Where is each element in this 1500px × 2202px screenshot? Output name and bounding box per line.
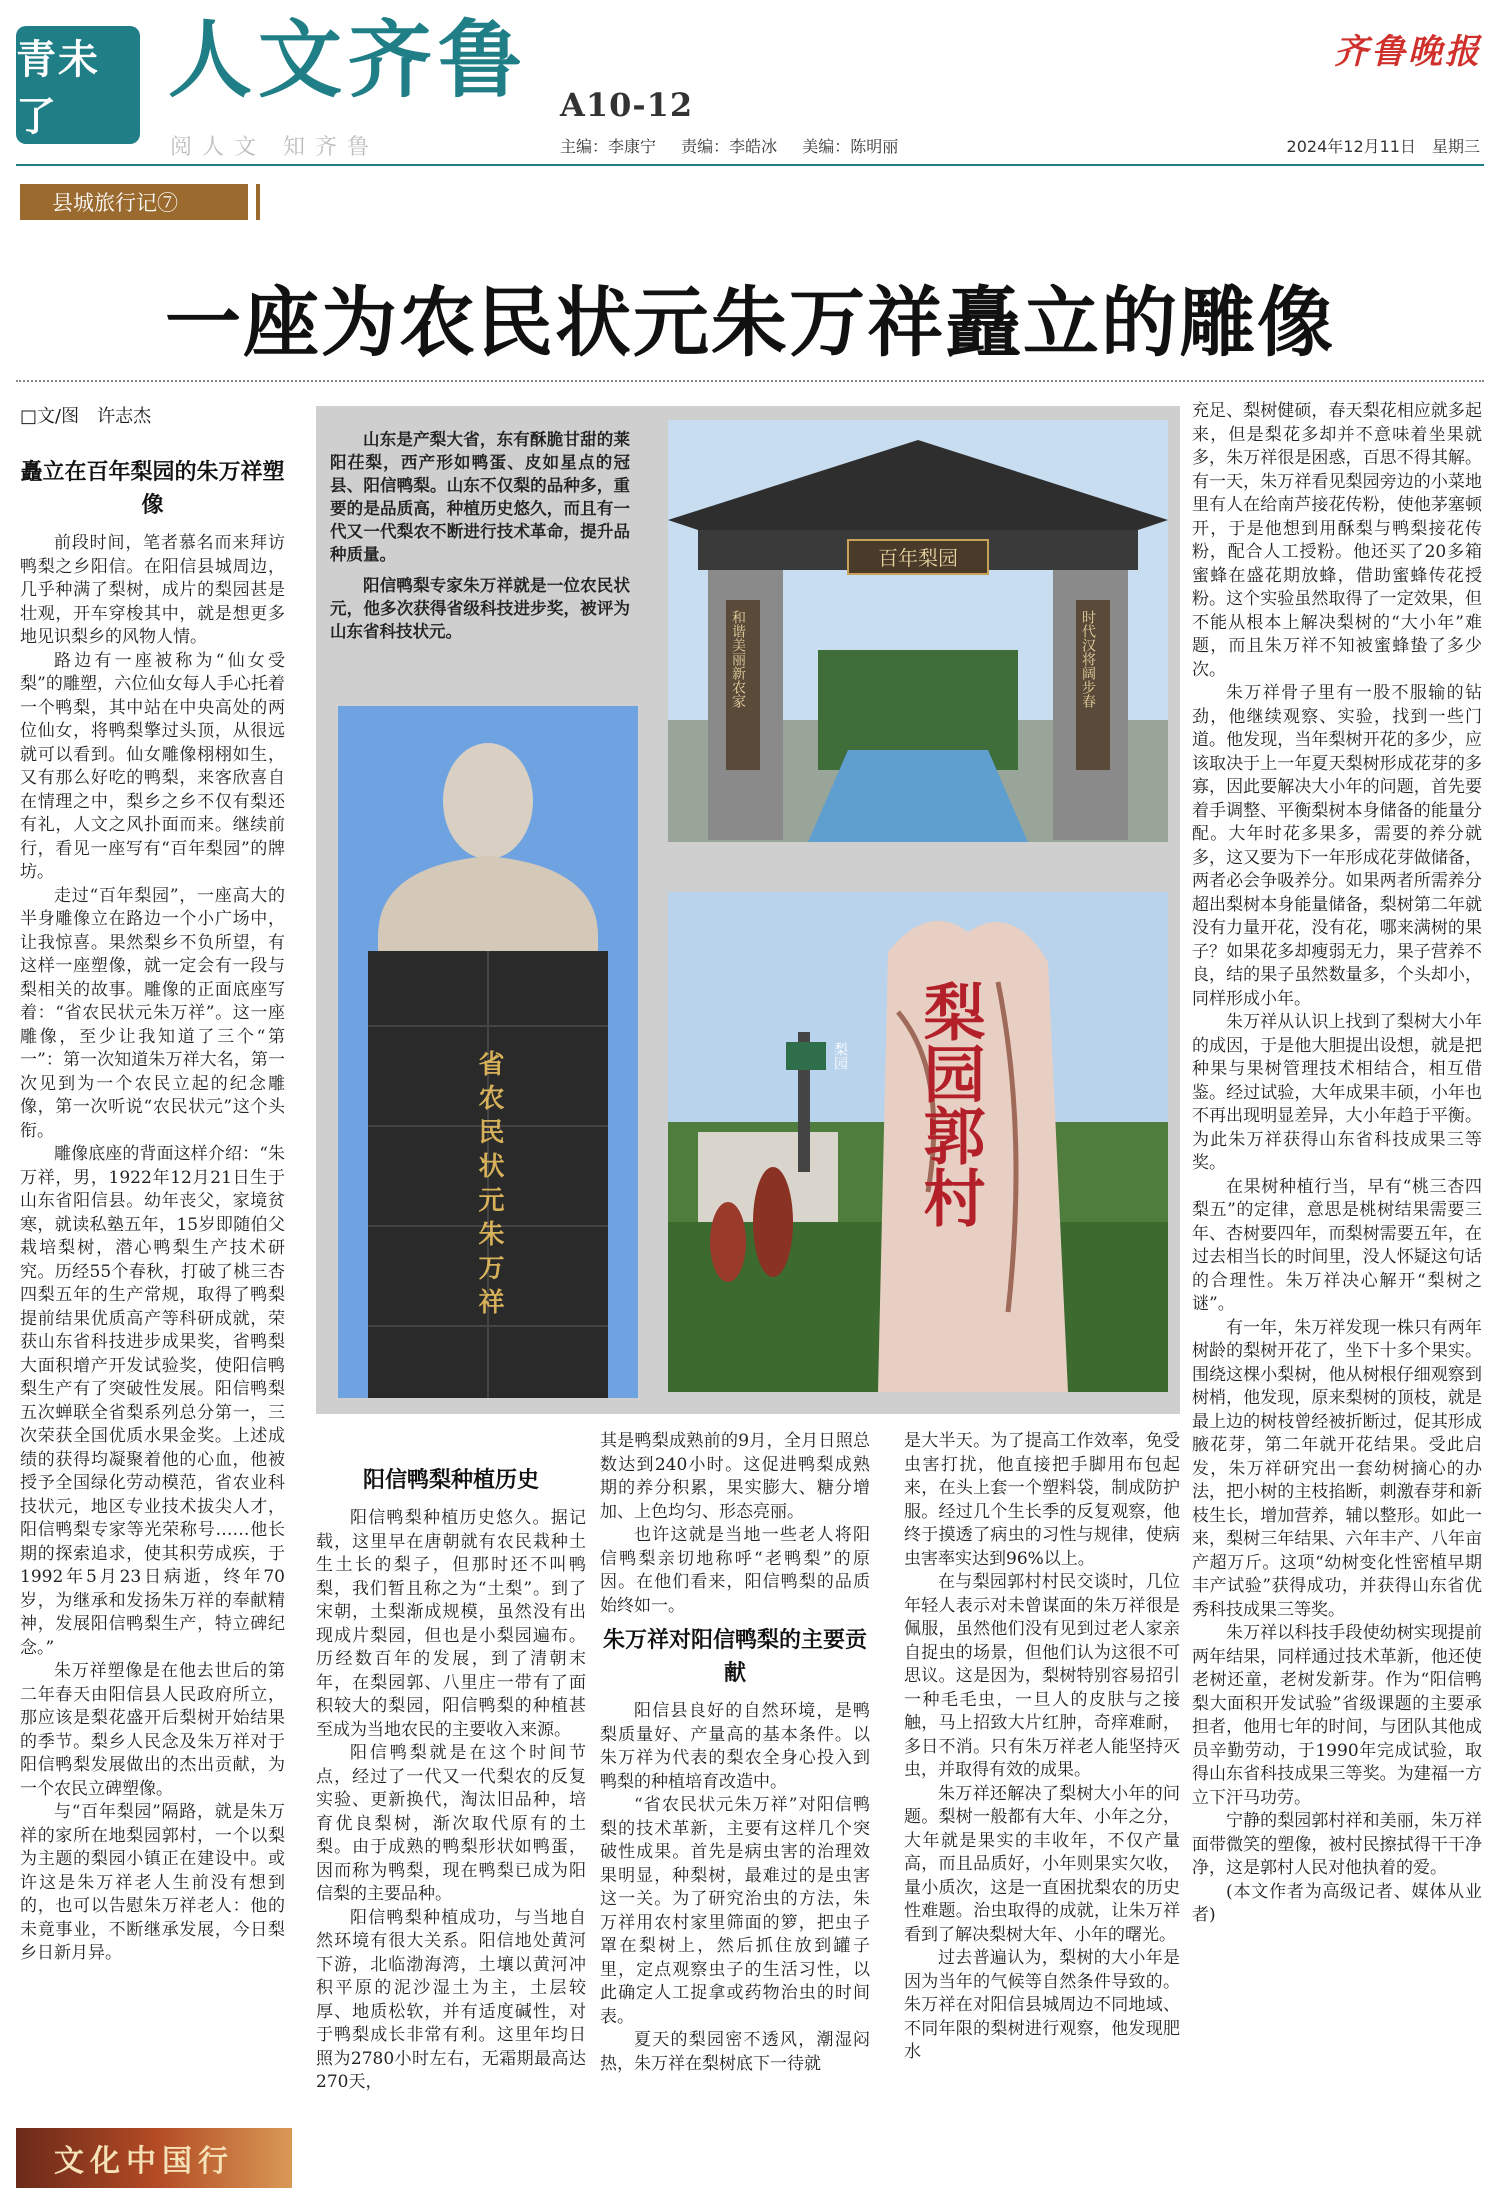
paragraph: 朱万祥塑像是在他去世后的第二年春天由阳信县人民政府所立，那应该是梨花盛开后梨树开始结果的季节。梨乡人民念及朱万祥对于阳信鸭梨发展做出的杰出贡献，为一个农民立碑塑像。	[20, 1661, 285, 1799]
paragraph: 宁静的梨园郭村祥和美丽，朱万祥面带微笑的塑像，被村民擦拭得干干净净，这是郭村人民对他执着的爱。	[1192, 1811, 1482, 1878]
article-column-5	[1192, 400, 1482, 2195]
paragraph: 在与梨园郭村村民交谈时，几位年轻人表示对未曾谋面的朱万祥很是佩服，虽然他们没有见到过老人家亲自捉虫的场景，但他们认为这很不可思议。这是因为，梨树特别容易招引一种毛毛虫，一旦人的皮肤与之接触，马上招致大片红肿，奇痒难耐，多日不消。只有朱万祥老人能坚持灭虫，并取得有效的成果。	[904, 1572, 1180, 1780]
section-tagline: 阅人文 知齐鲁	[170, 135, 379, 160]
paragraph: 在果树种植行当，早有“桃三杏四梨五”的定律，意思是桃树结果需要三年、杏树要四年，而梨树需要五年，在过去相当长的时间里，没人怀疑这句话的合理性。朱万祥决心解开“梨树之谜”。	[1192, 1176, 1482, 1314]
chief-editor: 主编：李康宁	[560, 137, 657, 156]
duty-editor: 责编：李皓冰	[681, 137, 778, 156]
article-column-2	[316, 1458, 586, 2198]
paragraph: 充足、梨树健硕，春天梨花相应就多起来，但是梨花多却并不意味着坐果就多，朱万祥很是困惑，百思不得其解。有一天，朱万祥看见梨园旁边的小菜地里有人在给南芦接花传粉，使他茅塞顿开，于是他想到用酥梨与鸭梨接花传粉，配合人工授粉。他还买了20多箱蜜蜂在盛花期放蜂，借助蜜蜂传花授粉。这个实验虽然取得了一定效果，但不能从根本上解决梨树的“大小年”难题，而且朱万祥不知被蜜蜂蛰了多少次。	[1192, 401, 1482, 680]
gate-right-couplet: 时代汉将阔步春	[1080, 610, 1096, 708]
paragraph: 朱万祥骨子里有一股不服输的钻劲，他继续观察、实验，找到一些门道。他发现，当年梨树开花的多少，应该取决于上一年夏天梨树形成花芽的多寡，因此要解决大小年的问题，首先要着手调整、平衡梨树本身储备的能量分配。大年时花多果多，需要的养分就多，这又要为下一年形成花芽做储备，两者必会争吸养分。如果两者所需养分超出梨树本身能量储备，梨树第二年就没有力量开花，没有花，哪来满树的果子？如果花多却瘦弱无力，果子营养不良，结的果子虽然数量多，个头却小，同样形成小年。	[1192, 683, 1482, 1009]
gate-left-couplet: 和谐美丽新农家	[730, 610, 746, 708]
headline: 一座为农民状元朱万祥矗立的雕像	[165, 278, 1335, 367]
article-column-3	[600, 1430, 870, 2198]
paragraph: 过去普遍认为，梨树的大小年是因为当年的气候等自然条件导致的。朱万祥在对阳信县城周边不同地域、不同年限的梨树进行观察，他发现肥水	[904, 1948, 1180, 2062]
paragraph: 朱万祥还解决了梨树大小年的问题。梨树一般都有大年、小年之分，大年就是果实的丰收年，不仅产量高，而且品质好，小年则果实欠收，量小质次，这是一直困扰梨农的历史性难题。治虫取得的成就，让朱万祥看到了解决梨树大年、小年的曙光。	[904, 1783, 1180, 1945]
author-note: (本文作者为高级记者、媒体从业者)	[1192, 1881, 1482, 1925]
logo-text: 青未了	[16, 36, 100, 140]
paragraph: “省农民状元朱万祥”对阳信鸭梨的技术革新，主要有这样几个突破性成果。首先是病虫害的治理效果明显，种梨树，最难过的是虫害这一关。为了研究治虫的方法，朱万祥用农村家里筛面的箩，把虫子罩在梨树上，然后抓住放到罐子里，定点观察虫子的生活习性，以此确定人工捉拿或药物治虫的时间表。	[600, 1795, 870, 2027]
paragraph: 阳信鸭梨种植历史悠久。据记载，这里早在唐朝就有农民栽种土生土长的梨子，但那时还不叫鸭梨，我们暂且称之为“土梨”。到了宋朝，土梨渐成规模，虽然没有出现成片梨园，但也是小梨园遍布。历经数百年的发展，到了清朝末年，在梨园郭、八里庄一带有了面积较大的梨园，阳信鸭梨的种植甚至成为当地农民的主要收入来源。	[316, 1508, 586, 1740]
intro-paragraph: 山东是产梨大省，东有酥脆甘甜的莱阳茌梨，西产形如鸭蛋、皮如星点的冠县、阳信鸭梨。山东不仅梨的品种多，重要的是品质高，种植历史悠久，而且有一代又一代梨农不断进行技术革命，提升品种质量。	[330, 430, 630, 564]
road-sign-text: 梨园	[832, 1042, 848, 1070]
series-banner	[16, 2128, 292, 2188]
subhead: 矗立在百年梨园的朱万祥塑像	[20, 459, 285, 518]
subhead: 阳信鸭梨种植历史	[362, 1467, 539, 1493]
paragraph: 前段时间，笔者慕名而来拜访鸭梨之乡阳信。在阳信县城周边，几乎种满了梨树，成片的梨园甚是壮观，开车穿梭其中，就是想更多地见识梨乡的风物人情。	[20, 533, 285, 647]
paragraph: 与“百年梨园”隔路，就是朱万祥的家所在地梨园郭村，一个以梨为主题的梨园小镇正在建设中。或许这是朱万祥老人生前没有想到的，也可以告慰朱万祥老人：他的未竟事业，不断继承发展，今日梨乡日新月异。	[20, 1802, 285, 1963]
stone-inscription: 梨园郭村	[913, 980, 986, 1228]
intro-paragraph: 阳信鸭梨专家朱万祥就是一位农民状元，他多次获得省级科技进步奖，被评为山东省科技状元。	[330, 576, 630, 641]
article-column-1	[20, 450, 285, 2060]
paragraph: 朱万祥从认识上找到了梨树大小年的成因，于是他大胆提出设想，就是把种果与果树管理技术相结合，相互借鉴。经过试验，大年成果丰硕，小年也不再出现明显差异，大小年趋于平衡。为此朱万祥获得山东省科技成果三等奖。	[1192, 1012, 1482, 1173]
section-title: 人文齐鲁	[168, 10, 529, 109]
headline-divider	[16, 380, 1484, 382]
paragraph: 其是鸭梨成熟前的9月，全月日照总数达到240小时。这促进鸭梨成熟期的养分积累，果实膨大、糖分增加、上色均匀、形态亮丽。	[600, 1431, 870, 1522]
banner-text: 文化中国行	[54, 2144, 234, 2179]
paragraph: 阳信鸭梨种植成功，与当地自然环境有很大关系。阳信地处黄河下游，北临渤海湾，土壤以黄河冲积平原的泥沙湿土为主，土层较厚、地质松软，并有适度碱性，对于鸭梨成长非常有利。这里年均日照为2780小时左右，无霜期最高达270天，	[316, 1907, 586, 2092]
newspaper-logo	[16, 26, 140, 144]
page-number: A10-12	[560, 86, 694, 124]
newspaper-name: 齐鲁晚报	[1334, 32, 1482, 72]
paragraph: 走过“百年梨园”，一座高大的半身雕像立在路边一个小广场中，让我惊喜。果然梨乡不负所望，有这样一座塑像，就一定会有一段与梨相关的故事。雕像的正面底座写着：“省农民状元朱万祥”。这一座雕像，至少让我知道了三个“第一”：第一次知道朱万祥大名，第一次见到为一个农民立起的纪念雕像，第一次听说“农民状元”这个头衔。	[20, 885, 285, 1141]
masthead-rule	[16, 164, 1484, 166]
paragraph: 朱万祥以科技手段使幼树实现提前两年结果，同样通过技术革新，他还使老树还童，老树发新芽。作为“阳信鸭梨大面积开发试验”省级课题的主要承担者，他用七年的时间，与团队其他成员辛勤劳动，于1990年完成试验，取得山东省科技成果三等奖。为建福一方立下汗马功劳。	[1192, 1623, 1482, 1808]
paragraph: 阳信鸭梨就是在这个时间节点，经过了一代又一代梨农的反复实验、更新换代，淘汰旧品种，培育优良梨树，渐次取代原有的土梨。由于成熟的鸭梨形状如鸭蛋，因而称为鸭梨，现在鸭梨已成为阳信梨的主要品种。	[316, 1743, 586, 1904]
byline: □文/图 许志杰	[20, 406, 152, 427]
editor-credits	[560, 134, 918, 157]
bust-inscription: 省农民状元朱万祥	[474, 1050, 504, 1322]
gate-sign-text: 百年梨园	[878, 546, 958, 570]
paragraph: 阳信县良好的自然环境，是鸭梨质量好、产量高的基本条件。以朱万祥为代表的梨农全身心投入到鸭梨的种植培育改造中。	[600, 1701, 870, 1792]
art-editor: 美编：陈明丽	[802, 137, 899, 156]
subhead: 朱万祥对阳信鸭梨的主要贡献	[602, 1627, 867, 1686]
article-column-4	[904, 1430, 1180, 2198]
issue-date: 2024年12月11日 星期三	[1286, 137, 1480, 156]
intro-box	[330, 428, 630, 651]
paragraph: 夏天的梨园密不透风，潮湿闷热，朱万祥在梨树底下一待就	[600, 2030, 870, 2074]
paragraph: 是大半天。为了提高工作效率，免受虫害打扰，他直接把手脚用布包起来，在头上套一个塑料袋，制成防护服。经过几个生长季的反复观察，他终于摸透了病虫的习性与规律，使病虫害率实达到96%以上。	[904, 1431, 1180, 1569]
paragraph: 也许这就是当地一些老人将阳信鸭梨亲切地称呼“老鸭梨”的原因。在他们看来，阳信鸭梨的品质始终如一。	[600, 1525, 870, 1616]
paragraph: 有一年，朱万祥发现一株只有两年树龄的梨树开花了，坐下十多个果实。围绕这棵小梨树，他从树根仔细观察到树梢，他发现，原来梨树的顶枝，就是最上边的树枝曾经被折断过，促其形成腋花芽，第二年就开花结果。受此启发，朱万祥研究出一套幼树摘心的办法，把小树的主枝掐断，刺激春芽和新枝生长，增加营养，辅以整形。如此一来，梨树三年结果、六年丰产、八年亩产超万斤。这项“幼树变化性密植早期丰产试验”获得成功，并获得山东省优秀科技成果三等奖。	[1192, 1317, 1482, 1620]
paragraph: 路边有一座被称为“仙女受梨”的雕塑，六位仙女每人手心托着一个鸭梨，其中站在中央高处的两位仙女，将鸭梨擎过头顶，从很远就可以看到。仙女雕像栩栩如生，又有那么好吃的鸭梨，来客欣喜自在情理之中，梨乡之乡不仅有梨还有礼，人文之风扑面而来。继续前行，看见一座写有“百年梨园”的牌坊。	[20, 650, 285, 882]
paragraph: 雕像底座的背面这样介绍：“朱万祥，男，1922年12月21日生于山东省阳信县。幼年丧父，家境贫寒，就读私塾五年，15岁即随伯父栽培梨树，潜心鸭梨生产技术研究。历经55个春秋，打破了桃三杏四梨五年的生产常规，取得了鸭梨提前结果优质高产等科研成就，荣获山东省科技进步成果奖，省鸭梨大面积增产开发试验奖，使阳信鸭梨生产有了突破性发展。阳信鸭梨五次蝉联全省梨系列总分第一，三次荣获全国优质水果金奖。上述成绩的获得均凝聚着他的心血，他被授予全国绿化劳动模范，省农业科技状元，地区专业技术拔尖人才，阳信鸭梨专家等光荣称号……他长期的探索追求，使其积劳成疾，于1992年5月23日病逝，终年70岁，为继承和发扬朱万祥的奉献精神，发展阳信鸭梨生产，特立碑纪念。”	[20, 1144, 285, 1658]
column-tag: 县城旅行记⑦	[20, 184, 248, 220]
